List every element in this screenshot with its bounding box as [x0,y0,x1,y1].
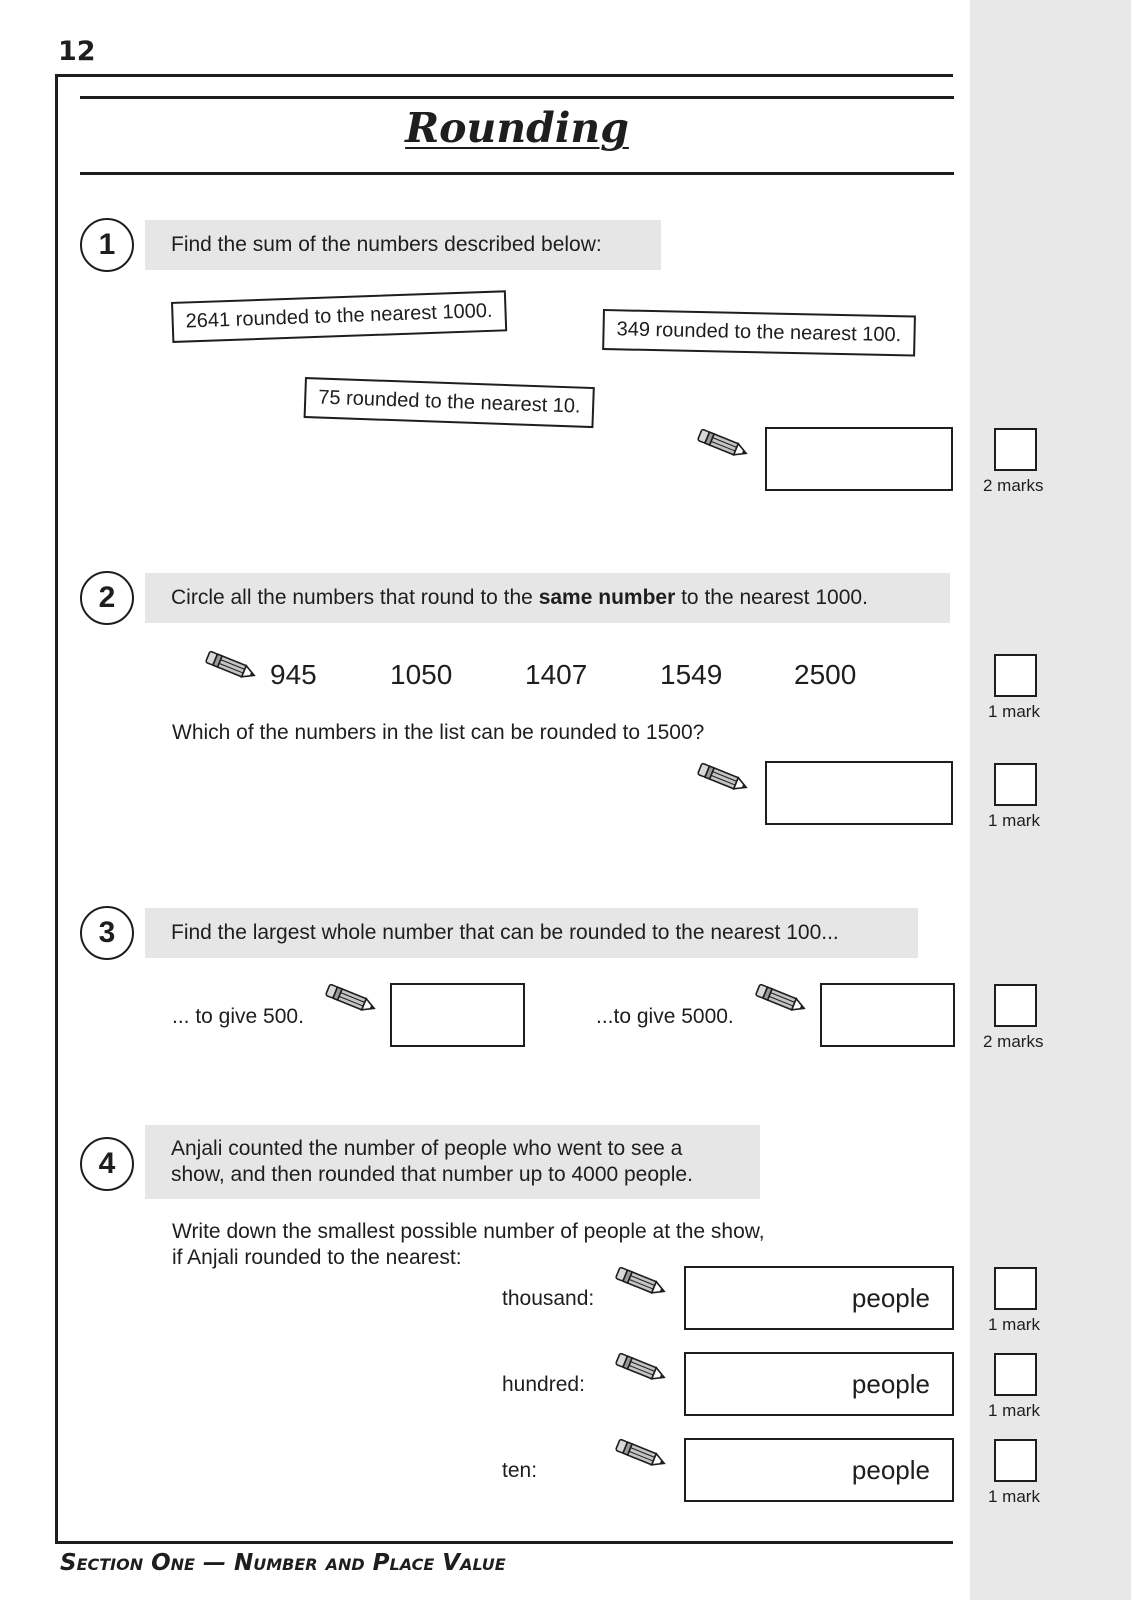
frame-top-border [55,74,953,77]
pencil-icon [202,650,260,682]
q4-ten-mark-box [994,1439,1037,1482]
question-1-number: 1 [80,218,134,272]
q4-instruction-line-2: if Anjali rounded to the nearest: [172,1246,462,1269]
number-option[interactable]: 1050 [390,659,453,690]
q4-thousand-label: thousand: [502,1287,595,1310]
q4-thousand-mark-box [994,1267,1037,1310]
page-number: 12 [58,36,96,67]
q2-prompt-end: to the nearest 1000. [675,586,868,609]
number-option[interactable]: 1549 [660,659,723,690]
section-footer: Section One — Number and Place Value [60,1550,506,1576]
q3-marks-label: 2 marks [983,1032,1044,1051]
q3a-label: ... to give 500. [172,1005,304,1028]
q2b-mark-box [994,763,1037,806]
title-rule-top [80,96,954,99]
pencil-icon [694,762,752,794]
number-option[interactable]: 945 [270,659,317,690]
q4-hundred-label: hundred: [502,1373,585,1396]
frame-bottom-border [55,1541,953,1544]
q3b-label: ...to give 5000. [596,1005,734,1028]
q4-prompt-line-1: Anjali counted the number of people who went to see a [171,1137,683,1160]
pencil-icon [322,983,380,1015]
q3-mark-box [994,984,1037,1027]
number-option[interactable]: 1407 [525,659,588,690]
question-2-prompt [145,573,950,623]
q4-thousand-marks-label: 1 mark [988,1315,1040,1334]
question-1-prompt: Find the sum of the numbers described below: [145,220,661,270]
q4-ten-label: ten: [502,1459,538,1482]
q1-marks-label: 2 marks [983,476,1044,495]
q4-ten-marks-label: 1 mark [988,1487,1040,1506]
clue-thousands: 2641 rounded to the nearest 1000. [171,290,507,343]
q2a-mark-box [994,654,1037,697]
q3a-answer-box[interactable] [390,983,525,1047]
q2b-answer-box[interactable] [765,761,953,825]
people-unit: people [851,1282,930,1313]
title-rule-bottom [80,172,954,175]
question-4-number: 4 [80,1137,134,1191]
pencil-icon [752,983,810,1015]
clue-tens: 75 rounded to the nearest 10. [304,377,596,428]
q4-hundred-answer-box[interactable] [684,1352,954,1416]
q1-answer-box[interactable] [765,427,953,491]
q2b-marks-label: 1 mark [988,811,1040,830]
q1-mark-box [994,428,1037,471]
q2-prompt-start: Circle all the numbers that round to the [171,586,539,609]
question-2-subquestion: Which of the numbers in the list can be rounded to 1500? [172,721,705,744]
pencil-icon [612,1438,670,1470]
q4-prompt-line-2: show, and then rounded that number up to 4000 people. [171,1163,693,1186]
question-4-instruction [172,1219,765,1271]
people-unit: people [851,1368,930,1399]
pencil-icon [612,1352,670,1384]
clue-hundreds: 349 rounded to the nearest 100. [602,309,915,357]
q2-prompt-emphasis: same number [538,586,676,609]
page-title: Rounding [405,104,629,152]
q4-ten-answer-box[interactable] [684,1438,954,1502]
q4-thousand-answer-box[interactable] [684,1266,954,1330]
pencil-icon [612,1266,670,1298]
q4-instruction-line-1: Write down the smallest possible number of people at the show, [172,1220,765,1243]
question-3-prompt: Find the largest whole number that can be rounded to the nearest 100... [145,908,918,958]
frame-left-border [55,74,58,1544]
question-3-number: 3 [80,906,134,960]
pencil-icon [694,428,752,460]
question-4-prompt [145,1125,760,1199]
number-option[interactable]: 2500 [794,659,857,690]
question-2-number: 2 [80,571,134,625]
q2a-marks-label: 1 mark [988,702,1040,721]
q4-hundred-mark-box [994,1353,1037,1396]
people-unit: people [851,1454,930,1485]
q4-hundred-marks-label: 1 mark [988,1401,1040,1420]
q3b-answer-box[interactable] [820,983,955,1047]
